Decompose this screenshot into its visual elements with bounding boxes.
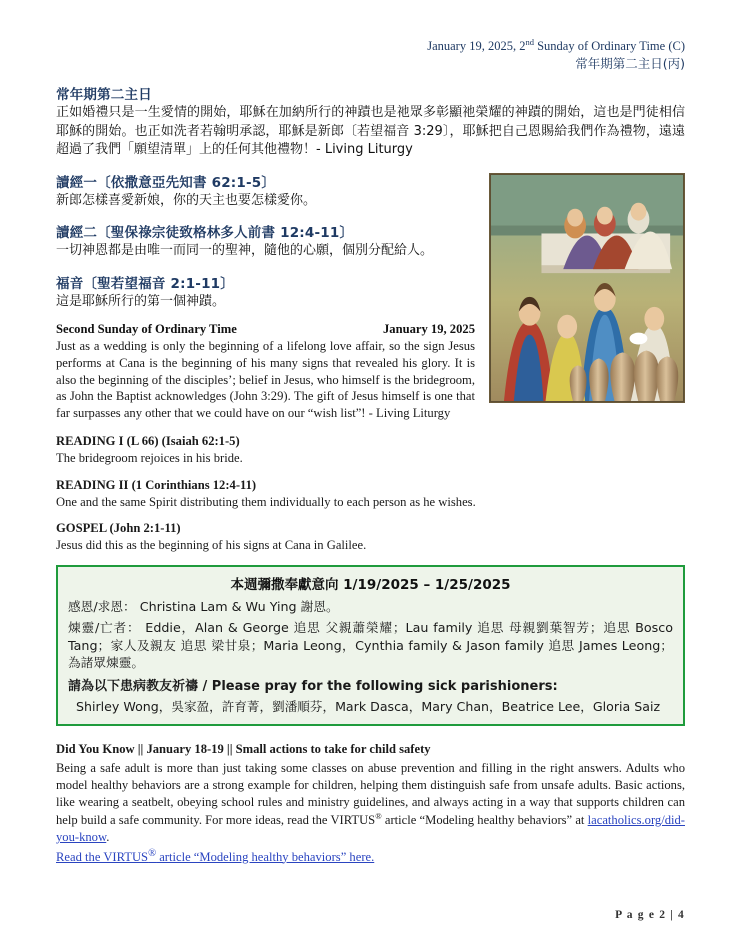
- wedding-at-cana-illustration: [489, 173, 685, 403]
- header-date-pre: January 19, 2025, 2: [427, 39, 526, 54]
- chinese-reading1-body: 新郎怎樣喜愛新娘，你的天主也要怎樣愛你。: [56, 192, 317, 208]
- virtus-article-link-row: [56, 847, 685, 864]
- english-gospel-heading: GOSPEL (John 2:1-11): [56, 521, 181, 536]
- mass-intentions-title: 本週彌撒奉獻意向 1/19/2025 – 1/25/2025: [230, 577, 511, 593]
- english-reading1-heading: READING I (L 66) (Isaiah 62:1-5): [56, 433, 240, 448]
- did-you-know-body-mid: article “Modeling healthy behaviors” at: [381, 813, 588, 828]
- header-date-line: [56, 36, 685, 55]
- illustration-svg: [490, 174, 684, 402]
- sick-prayer-heading: 請為以下患病教友祈禱 / Please pray for the following sick parishioners:: [68, 679, 558, 695]
- english-reading1-line: The bridegroom rejoices in his bride.: [56, 450, 243, 465]
- did-you-know-link[interactable]: lacatholics.org/did-you-know: [56, 813, 685, 845]
- chinese-main-title: 常年期第二主日: [56, 87, 152, 104]
- english-reflection-body: Just as a wedding is only the beginning of a lifelong love affair, so the sign Jesus performs at Cana is the beginning of his many signs that revealed his glory. It is also the beginning of the disciples’; belief in Jesus, who himself is the bridegroom, as John the Baptist acknowledges (John 3:29). The gift of Jesus himself is one that far surpasses any other that we could have on our “wish list”! - Living Liturgy: [56, 339, 475, 421]
- english-reading2-heading: READING II (1 Corinthians 12:4-11): [56, 477, 257, 492]
- chinese-gospel-body: 這是耶穌所行的第一個神蹟。: [56, 293, 226, 309]
- chinese-reading2-title: 讀經二〔聖保祿宗徒致格林多人前書 12:4-11〕: [56, 225, 354, 242]
- chinese-gospel-title: 福音〔聖若望福音 2:1-11〕: [56, 275, 234, 292]
- virtus-article-link-post: article “Modeling healthy behaviors” here.: [156, 849, 375, 864]
- mass-souls-label: 煉靈/亡者：: [68, 619, 141, 635]
- virtus-registered-mark: ®: [375, 811, 382, 822]
- english-gospel-line: Jesus did this as the beginning of his signs at Cana in Galilee.: [56, 538, 367, 553]
- mass-souls-text: Eddie，Alan & George 追思 父親蕭榮耀；Lau family 追思 母親劉葉智芳；追思 Bosco Tang；家人及親友 追思 梁甘泉；Maria Leong，Cynthia family & Jason family 追思 James Leong；為諸眾煉靈。: [68, 619, 673, 671]
- english-heading-date: January 19, 2025: [382, 322, 475, 337]
- chinese-reading1-title: 讀經一〔依撒意亞先知書 62:1-5〕: [56, 174, 276, 191]
- mass-thanksgiving-text: Christina Lam & Wu Ying 謝恩。: [139, 599, 339, 614]
- document-header: [56, 36, 685, 73]
- did-you-know-body-pre: Being a safe adult is more than just taking some classes on abuse prevention and filling in the right answers. Adults who model healthy behaviors are a strong example for children, helping them distinguish safe from unsafe adults. Basic actions, like wearing a seatbelt, obeying school rules and ministry guidelines, and always acting in a way that supports children can help build a safe community. For more ideas, read the VIRTUS: [56, 761, 685, 828]
- sick-parishioners-names: Shirley Wong，吳家盈，許育菁，劉潘順芬，Mark Dasca，Mary Chan，Beatrice Lee，Gloria Saiz: [76, 699, 661, 715]
- mass-thanksgiving-row: [68, 598, 673, 616]
- header-chinese-line: 常年期第二主日(丙): [575, 56, 685, 72]
- page-footer: P a g e 2 | 4: [615, 909, 685, 921]
- virtus-article-registered-mark: ®: [148, 847, 157, 859]
- virtus-article-link[interactable]: [56, 847, 375, 864]
- header-date-sup: nd: [525, 37, 534, 47]
- english-heading: [56, 322, 475, 337]
- did-you-know-body: [56, 760, 685, 846]
- mass-souls-row: [68, 619, 673, 672]
- virtus-article-link-pre: Read the VIRTUS: [56, 849, 149, 864]
- mass-thanksgiving-label: 感恩/求恩：: [68, 599, 136, 614]
- did-you-know-heading: Did You Know || January 18-19 || Small actions to take for child safety: [56, 742, 431, 757]
- english-reading2-line: One and the same Spirit distributing them individually to each person as he wishes.: [56, 494, 476, 509]
- english-heading-title: Second Sunday of Ordinary Time: [56, 322, 237, 337]
- did-you-know-body-post: .: [106, 830, 110, 845]
- header-date-post: Sunday of Ordinary Time (C): [533, 39, 685, 54]
- chinese-main-body: 正如婚禮只是一生愛情的開始，耶穌在加納所行的神蹟也是祂眾多彰顯祂榮耀的神蹟的開始，這也是門徒相信耶穌的開始。也正如洗者若翰明承認，耶穌是新郎〔若望福音 3:29〕，耶穌把自己恩賜給我們作為禮物，遠遠超過了我們「願望清單」上的任何其他禮物！- Living Liturgy: [56, 105, 685, 158]
- mass-intentions-box: [56, 565, 685, 726]
- chinese-reading2-body: 一切神恩都是由唯一而同一的聖神，隨他的心願，個別分配給人。: [56, 243, 434, 259]
